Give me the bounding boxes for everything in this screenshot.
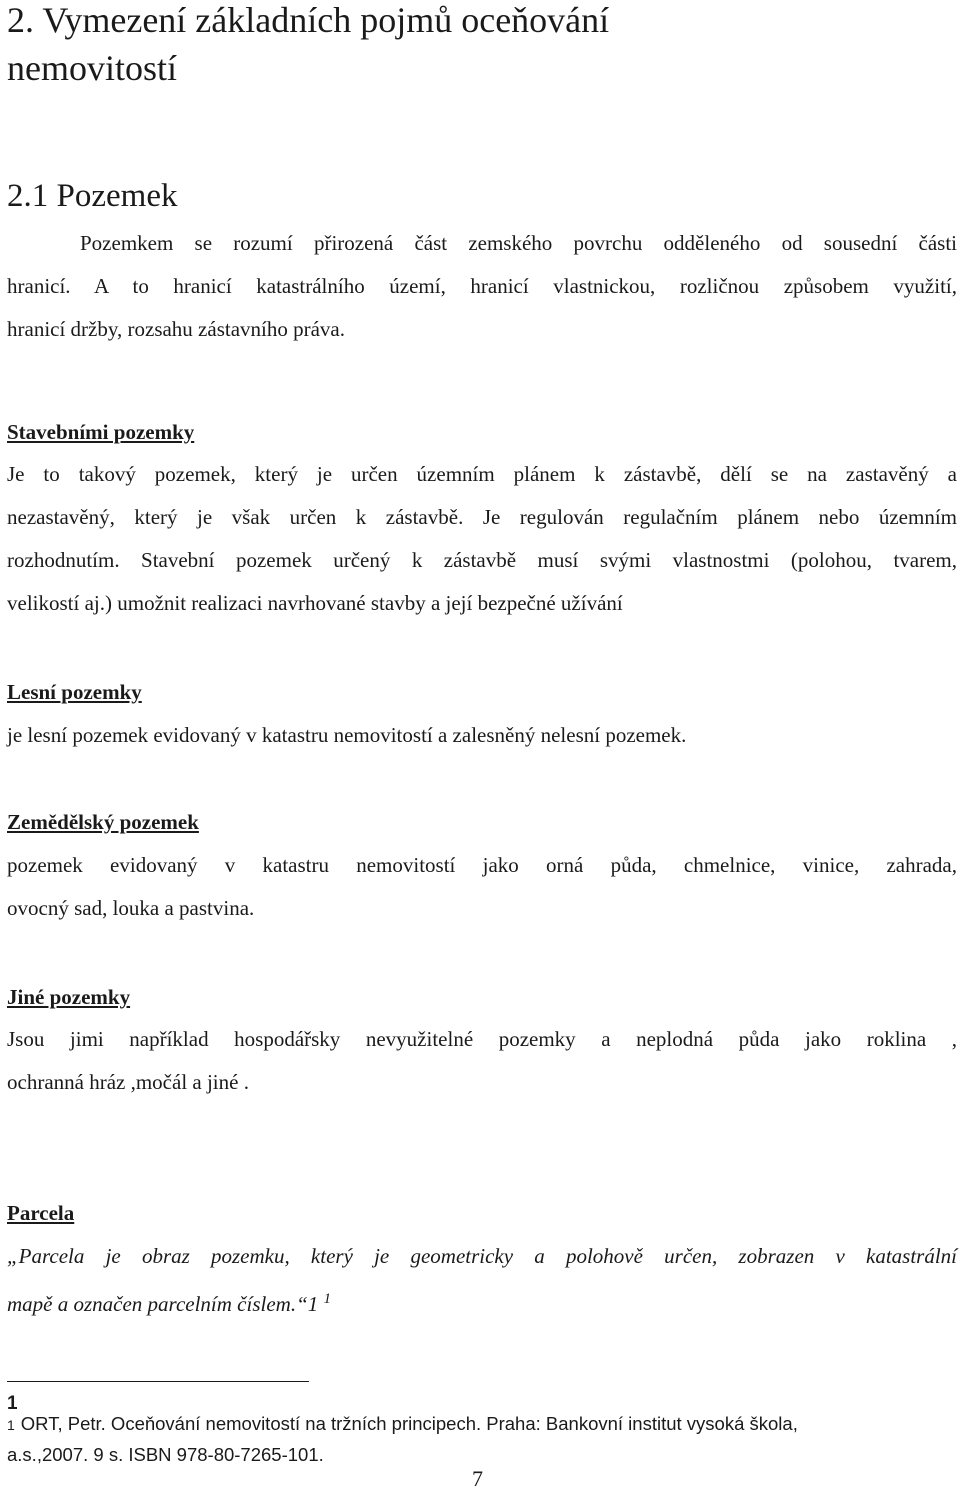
parcela-line: „Parcela je obraz pozemku, který je geometricky a polohově určen, zobrazen v katastrální <box>7 1244 957 1268</box>
zemedelsky-line: pozemek evidovaný v katastru nemovitostí jako orná půda, chmelnice, vinice, zahrada, <box>7 853 957 877</box>
heading-parcela: Parcela <box>7 1201 75 1225</box>
intro-line: hranicí držby, rozsahu zástavního práva. <box>7 317 345 341</box>
parcela-line-text: mapě a označen parcelním číslem.“1 <box>7 1292 319 1316</box>
heading-jine-pozemky: Jiné pozemky <box>7 985 131 1009</box>
stavebni-line: velikostí aj.) umožnit realizaci navrhované stavby a její bezpečné užívání <box>7 591 623 615</box>
heading-lesni-pozemky: Lesní pozemky <box>7 680 142 704</box>
footnote-small-mark: 1 <box>7 1417 15 1433</box>
zemedelsky-paragraph <box>7 844 957 930</box>
stavebni-line: rozhodnutím. Stavební pozemek určený k zástavbě musí svými vlastnostmi (polohou, tvarem, <box>7 548 957 572</box>
parcela-quote <box>7 1235 957 1326</box>
jine-paragraph <box>7 1018 957 1104</box>
chapter-title-line1: 2. Vymezení základních pojmů oceňování <box>7 0 610 40</box>
stavebni-line: nezastavěný, který je však určen k zástavbě. Je regulován regulačním plánem nebo územním <box>7 505 957 529</box>
footnote-line1-text: ORT, Petr. Oceňování nemovitostí na tržních principech. Praha: Bankovní institut vysoká škola, <box>20 1413 798 1434</box>
footnote-text <box>7 1409 947 1469</box>
footnote-reference: 1 <box>323 1291 331 1307</box>
heading-zemedelsky-pozemek: Zemědělský pozemek <box>7 810 199 834</box>
intro-paragraph <box>7 222 957 351</box>
footnote-separator <box>7 1381 309 1382</box>
chapter-title-line2: nemovitostí <box>7 48 177 88</box>
jine-line: ochranná hráz ,močál a jiné . <box>7 1070 249 1094</box>
footnote-mark: 1 <box>7 1393 18 1414</box>
lesni-line: je lesní pozemek evidovaný v katastru nemovitostí a zalesněný nelesní pozemek. <box>7 723 687 747</box>
footnote-line: a.s.,2007. 9 s. ISBN 978-80-7265-101. <box>7 1444 324 1465</box>
zemedelsky-line: ovocný sad, louka a pastvina. <box>7 896 255 920</box>
footnote-line <box>7 1409 947 1440</box>
jine-line: Jsou jimi například hospodářsky nevyužitelné pozemky a neplodná půda jako roklina , <box>7 1027 957 1051</box>
intro-line: Pozemkem se rozumí přirozená část zemského povrchu odděleného od sousední části <box>80 231 957 255</box>
section-title: 2.1 Pozemek <box>7 178 178 214</box>
parcela-line <box>7 1278 957 1326</box>
page-number: 7 <box>472 1466 483 1491</box>
stavebni-line: Je to takový pozemek, který je určen územním plánem k zástavbě, dělí se na zastavěný a <box>7 462 957 486</box>
stavebni-paragraph <box>7 453 957 625</box>
heading-stavebni-pozemky: Stavebními pozemky <box>7 420 195 444</box>
lesni-paragraph <box>7 714 957 757</box>
intro-line: hranicí. A to hranicí katastrálního území, hranicí vlastnickou, rozličnou způsobem využití, <box>7 274 957 298</box>
